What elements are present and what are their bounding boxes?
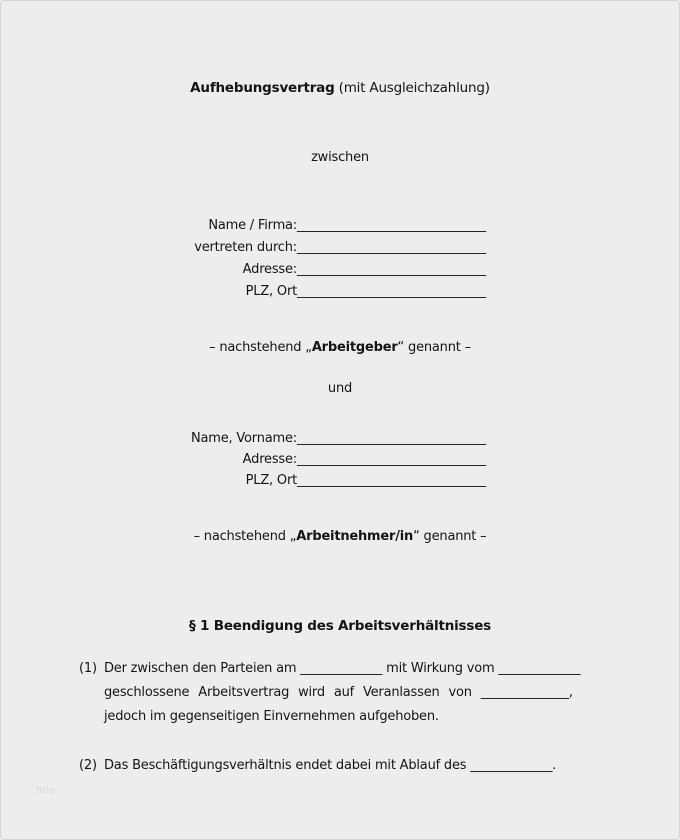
- tagline-post: “ genannt –: [397, 340, 471, 355]
- clause-line: geschlossene Arbeitsvertrag wird auf Veranlassen von ______________,: [104, 685, 573, 700]
- clause-number: (2): [79, 758, 97, 773]
- blank-line: ______________________________: [296, 284, 486, 299]
- field-label: PLZ, Ort: [245, 473, 297, 488]
- employer-tagline: [1, 339, 679, 357]
- field-label: Name / Firma:: [208, 218, 297, 233]
- section-1-heading: § 1 Beendigung des Arbeitsverhältnisses: [188, 618, 491, 634]
- clause-line: Das Beschäftigungsverhältnis endet dabei mit Ablauf des _____________.: [104, 758, 557, 773]
- field-row-plz-ort: [1, 281, 486, 303]
- blank-line: ______________________________: [296, 218, 486, 233]
- field-label: Adresse:: [242, 452, 297, 467]
- between-label: zwischen: [311, 150, 369, 165]
- title-main: Aufhebungsvertrag: [190, 80, 335, 96]
- blank-line: ______________________________: [296, 262, 486, 277]
- field-row-adresse: [1, 449, 486, 470]
- employee-tagline: [1, 528, 679, 546]
- clause-2: [79, 754, 593, 778]
- and-label: und: [327, 381, 353, 396]
- blank-line: ______________________________: [296, 431, 486, 446]
- employer-fieldblock: [1, 215, 486, 303]
- field-label: Adresse:: [242, 262, 297, 277]
- field-row-name-firma: [1, 215, 486, 237]
- clause-line: Der zwischen den Parteien am _____________ mit Wirkung vom _____________: [104, 661, 581, 676]
- tagline-pre: – nachstehend „: [193, 529, 297, 544]
- title-suffix: (mit Ausgleichzahlung): [334, 80, 490, 96]
- clause-line: jedoch im gegenseitigen Einvernehmen aufgehoben.: [104, 709, 439, 724]
- tagline-post: “ genannt –: [413, 529, 487, 544]
- clause-1: [79, 657, 593, 729]
- employee-fieldblock: [1, 428, 486, 491]
- field-label: Name, Vorname:: [190, 431, 297, 446]
- field-row-adresse: [1, 259, 486, 281]
- watermark-text: http: [36, 786, 56, 796]
- field-row-name-vorname: [1, 428, 486, 449]
- tagline-pre: – nachstehend „: [209, 340, 312, 355]
- tagline-party-name: Arbeitgeber: [311, 340, 398, 355]
- field-row-plz-ort: [1, 470, 486, 491]
- blank-line: ______________________________: [296, 452, 486, 467]
- clause-number: (1): [79, 661, 97, 676]
- clause-text: [104, 754, 593, 778]
- field-row-vertreten-durch: [1, 237, 486, 259]
- blank-line: ______________________________: [296, 240, 486, 255]
- field-label: vertreten durch:: [194, 240, 297, 255]
- field-label: PLZ, Ort: [245, 284, 297, 299]
- tagline-party-name: Arbeitnehmer/in: [296, 529, 414, 544]
- blank-line: ______________________________: [296, 473, 486, 488]
- clause-text: [104, 657, 593, 729]
- document-title: [1, 79, 679, 97]
